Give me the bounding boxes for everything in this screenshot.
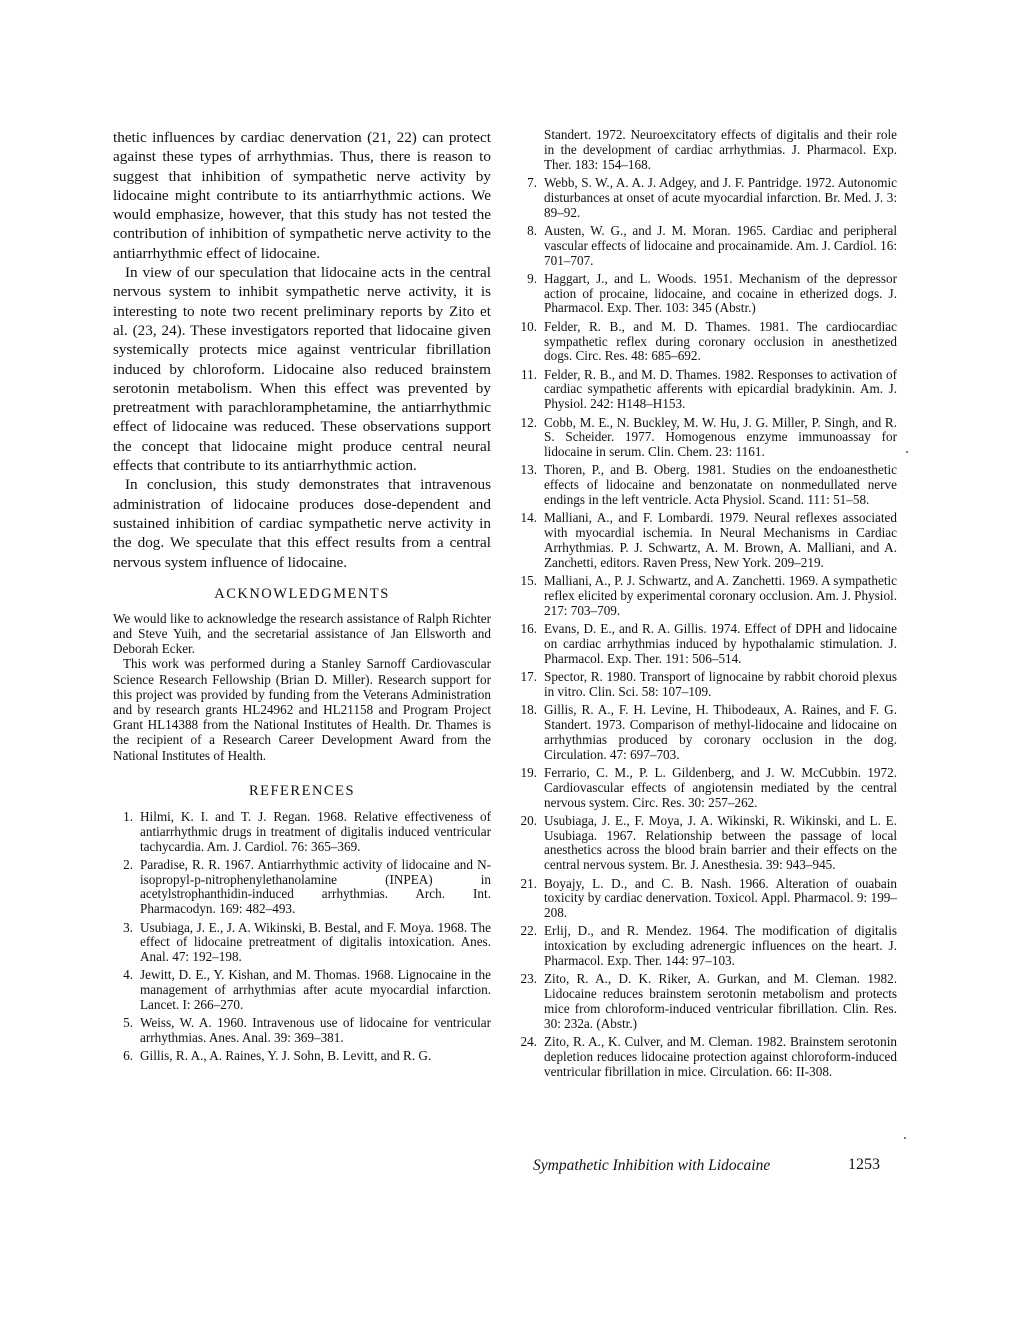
reference-number: 14. bbox=[520, 510, 537, 526]
reference-text: Cobb, M. E., N. Buckley, M. W. Hu, J. G. Miller, P. Singh, and R. S. Scheider. 1977. Homogenous enzyme immunoassay for lidocaine in serum. Clin. Chem. 23: 1161. bbox=[544, 414, 897, 460]
reference-item bbox=[517, 766, 897, 811]
reference-number: 20. bbox=[520, 812, 537, 828]
reference-text: Gillis, R. A., F. H. Levine, H. Thibodeaux, A. Raines, and F. G. Standert. 1973. Comparison of methyl-lidocaine and lidocaine on arrhythmias produced by coronary occlusion in the dog. Circulation. 47: 697–703. bbox=[544, 702, 897, 762]
reference-text: Zito, R. A., K. Culver, and M. Cleman. 1982. Brainstem serotonin depletion reduces lidocaine protection against chloroform-induced ventricular fibrillation in mice. Circulation. 66: II-308. bbox=[544, 1034, 897, 1079]
reference-item bbox=[517, 877, 897, 922]
reference-number: 6. bbox=[123, 1048, 133, 1064]
reference-text: Felder, R. B., and M. D. Thames. 1982. Responses to activation of cardiac sympathetic afferents with epicardial bradykinin. Am. J. Physiol. 242: H148–H153. bbox=[544, 366, 897, 412]
reference-number: 4. bbox=[123, 967, 133, 983]
reference-item bbox=[517, 368, 897, 413]
reference-item bbox=[113, 1049, 491, 1064]
reference-number: 19. bbox=[520, 764, 537, 780]
reference-number: 12. bbox=[520, 414, 537, 430]
reference-text: Ferrario, C. M., P. L. Gildenberg, and J. W. McCubbin. 1972. Cardiovascular effects of angiotensin mediated by the central nervous system. Circ. Res. 30: 257–262. bbox=[544, 764, 897, 810]
right-column bbox=[517, 128, 897, 1083]
reference-item bbox=[517, 1035, 897, 1080]
reference-item bbox=[517, 463, 897, 508]
reference-item bbox=[517, 814, 897, 873]
reference-item bbox=[113, 968, 491, 1013]
reference-text: Webb, S. W., A. A. J. Adgey, and J. F. Pantridge. 1972. Autonomic disturbances at onset of acute myocardial infarction. Br. Med. J. 3: 89–92. bbox=[544, 174, 897, 220]
reference-item bbox=[517, 670, 897, 700]
reference-item bbox=[517, 972, 897, 1031]
reference-text: Austen, W. G., and J. M. Moran. 1965. Cardiac and peripheral vascular effects of lidocaine and procainamide. Am. J. Cardiol. 16: 701–707. bbox=[544, 222, 897, 268]
reference-number: 7. bbox=[527, 174, 537, 190]
reference-text: Jewitt, D. E., Y. Kishan, and M. Thomas. 1968. Lignocaine in the management of arrhythmias after acute myocardial infarction. Lancet. I: 266–270. bbox=[140, 967, 491, 1013]
acknowledgments-heading: ACKNOWLEDGMENTS bbox=[214, 585, 390, 602]
references-heading: REFERENCES bbox=[248, 782, 356, 799]
acknowledgments-paragraph: This work was performed during a Stanley Sarnoff Cardiovascular Science Research Fellowship (Brian D. Miller). Research support for this project was provided by funding from the Veterans Administration and by research grants HL24962 and HL21158 and Program Project Grant HL14388 from the National Institutes of Health. Dr. Thames is the recipient of a Research Career Development Award from the National Institutes of Health. bbox=[113, 656, 491, 763]
body-paragraph: In conclusion, this study demonstrates that intravenous administration of lidocaine produces dose-dependent and sustained inhibition of cardiac sympathetic nerve activity in the dog. We speculate that this effect results from a central nervous system influence of lidocaine. bbox=[113, 476, 491, 571]
reference-text: Usubiaga, J. E., F. Moya, J. A. Wikinski, R. Wikinski, and L. E. Usubiaga. 1967. Relationship between the passage of local anesthetics across the blood brain barrier and their effects on the central nervous system. Br. J. Anesthesia. 39: 943–945. bbox=[544, 812, 897, 873]
reference-number: 10. bbox=[520, 318, 537, 334]
reference-item bbox=[517, 511, 897, 570]
left-column bbox=[113, 128, 491, 1068]
reference-number: 8. bbox=[527, 222, 537, 238]
reference-text: Zito, R. A., D. K. Riker, A. Gurkan, and M. Cleman. 1982. Lidocaine reduces brainstem serotonin metabolism and protects mice from chloroform-induced ventricular fibrillation. Clin. Res. 30: 232a. (Abstr.) bbox=[544, 971, 897, 1031]
reference-item bbox=[113, 1016, 491, 1046]
page-number: 1253 bbox=[848, 1156, 880, 1173]
body-paragraph: In view of our speculation that lidocaine acts in the central nervous system to inhibit sympathetic nerve activity, it is interesting to note two recent preliminary reports by Zito et al. (23, 24). These investigators reported that lidocaine given systemically protects mice against ventricular fibrillation induced by chloroform. Lidocaine also reduced brainstem serotonin metabolism. When this effect was prevented by pretreatment with parachloramphetamine, the antiarrhythmic effect of lidocaine was reduced. These observations support the concept that lidocaine might produce central neural effects that contribute to its antiarrhythmic action. bbox=[113, 264, 491, 475]
reference-continuation: Standert. 1972. Neuroexcitatory effects of digitalis and their role in the development of cardiac arrhythmias. J. Pharmacol. Exp. Ther. 183: 154–168. bbox=[544, 127, 897, 172]
reference-text: Hilmi, K. I. and T. J. Regan. 1968. Relative effectiveness of antiarrhythmic drugs in treatment of digitalis induced ventricular tachycardia. Am. J. Cardiol. 76: 365–369. bbox=[140, 808, 491, 854]
reference-text: Usubiaga, J. E., J. A. Wikinski, B. Bestal, and F. Moya. 1968. The effect of lidocaine pretreatment of digitalis intoxication. Anes. Anal. 47: 192–198. bbox=[140, 919, 491, 965]
reference-item bbox=[517, 416, 897, 461]
body-paragraph: thetic influences by cardiac denervation (21, 22) can protect against these types of arrhythmias. Thus, there is reason to suggest that inhibition of sympathetic nerve activity by lidocaine might contribute to its antiarrhythmic actions. We would emphasize, however, that this study has not tested the contribution of inhibition of sympathetic nerve activity to the antiarrhythmic effect of lidocaine. bbox=[113, 129, 491, 262]
reference-item bbox=[113, 858, 491, 917]
reference-text: Evans, D. E., and R. A. Gillis. 1974. Effect of DPH and lidocaine on cardiac arrhythmias induced by hypothalamic stimulation. J. Pharmacol. Exp. Ther. 191: 506–514. bbox=[544, 621, 897, 666]
scan-speck bbox=[906, 451, 908, 453]
reference-item bbox=[517, 622, 897, 667]
reference-item bbox=[113, 921, 491, 966]
reference-number: 13. bbox=[520, 462, 537, 478]
reference-number: 3. bbox=[123, 919, 133, 935]
reference-number: 17. bbox=[520, 668, 537, 684]
reference-number: 1. bbox=[123, 808, 133, 824]
reference-text: Malliani, A., and F. Lombardi. 1979. Neural reflexes associated with myocardial ischemia. In Neural Mechanisms in Cardiac Arrhythmias. P. J. Schwartz, A. M. Brown, A. Malliani, and A. Zanchetti, editors. Raven Press, New York. 209–219. bbox=[544, 510, 897, 570]
reference-number: 23. bbox=[520, 971, 537, 987]
reference-number: 9. bbox=[527, 270, 537, 286]
reference-text: Erlij, D., and R. Mendez. 1964. The modification of digitalis intoxication by excluding adrenergic influences on the heart. J. Pharmacol. Exp. Ther. 144: 97–103. bbox=[544, 923, 897, 969]
references-list-left bbox=[113, 810, 491, 1064]
reference-item bbox=[517, 272, 897, 317]
reference-text: Gillis, R. A., A. Raines, Y. J. Sohn, B. Levitt, and R. G. bbox=[140, 1048, 432, 1064]
reference-item bbox=[113, 810, 491, 855]
reference-item bbox=[517, 224, 897, 269]
reference-item bbox=[517, 924, 897, 969]
reference-item bbox=[517, 320, 897, 365]
reference-text: Felder, R. B., and M. D. Thames. 1981. The cardiocardiac sympathetic reflex during coronary occlusion in anesthetized dogs. Circ. Res. 48: 685–692. bbox=[544, 318, 897, 364]
reference-text: Spector, R. 1980. Transport of lignocaine by rabbit choroid plexus in vitro. Clin. Sci. 58: 107–109. bbox=[544, 668, 897, 699]
reference-number: 22. bbox=[520, 923, 537, 939]
reference-number: 24. bbox=[520, 1034, 537, 1050]
reference-number: 21. bbox=[520, 875, 537, 891]
reference-number: 16. bbox=[520, 621, 537, 637]
reference-text: Thoren, P., and B. Oberg. 1981. Studies on the endoanesthetic effects of lidocaine and benzonatate on nonmedullated nerve endings in the left ventricle. Acta Physiol. Scand. 111: 51–58. bbox=[544, 462, 897, 508]
references-list-right bbox=[517, 176, 897, 1080]
reference-text: Weiss, W. A. 1960. Intravenous use of lidocaine for ventricular arrhythmias. Anes. Anal. 39: 369–381. bbox=[140, 1015, 491, 1046]
reference-item bbox=[517, 574, 897, 619]
reference-text: Paradise, R. R. 1967. Antiarrhythmic activity of lidocaine and N-isopropyl-p-nitrophenylethanolamine (INPEA) in acetylstrophanthidin-induced arrhythmias. Arch. Int. Pharmacodyn. 169: 482–493. bbox=[140, 856, 491, 917]
reference-text: Boyajy, L. D., and C. B. Nash. 1966. Alteration of ouabain toxicity by cardiac denervation. Toxicol. Appl. Pharmacol. 9: 199–208. bbox=[544, 875, 897, 921]
reference-number: 18. bbox=[520, 702, 537, 718]
reference-item bbox=[517, 176, 897, 221]
reference-number: 15. bbox=[520, 573, 537, 589]
reference-text: Malliani, A., P. J. Schwartz, and A. Zanchetti. 1969. A sympathetic reflex elicited by experimental coronary occlusion. Am. J. Physiol. 217: 703–709. bbox=[544, 573, 897, 618]
acknowledgments-paragraph: We would like to acknowledge the research assistance of Ralph Richter and Steve Yuih, and the secretarial assistance of Jan Ellsworth and Deborah Ecker. bbox=[113, 610, 491, 657]
reference-item bbox=[517, 703, 897, 762]
reference-number: 11. bbox=[521, 366, 537, 382]
page-footer bbox=[0, 1157, 1020, 1181]
running-title: Sympathetic Inhibition with Lidocaine bbox=[533, 1157, 771, 1174]
reference-number: 5. bbox=[123, 1015, 133, 1031]
reference-text: Haggart, J., and L. Woods. 1951. Mechanism of the depressor action of procaine, lidocaine, and cocaine in etherized dogs. J. Pharmacol. Exp. Ther. 103: 345 (Abstr.) bbox=[544, 270, 897, 316]
scan-speck bbox=[904, 1137, 906, 1139]
reference-number: 2. bbox=[123, 856, 133, 872]
